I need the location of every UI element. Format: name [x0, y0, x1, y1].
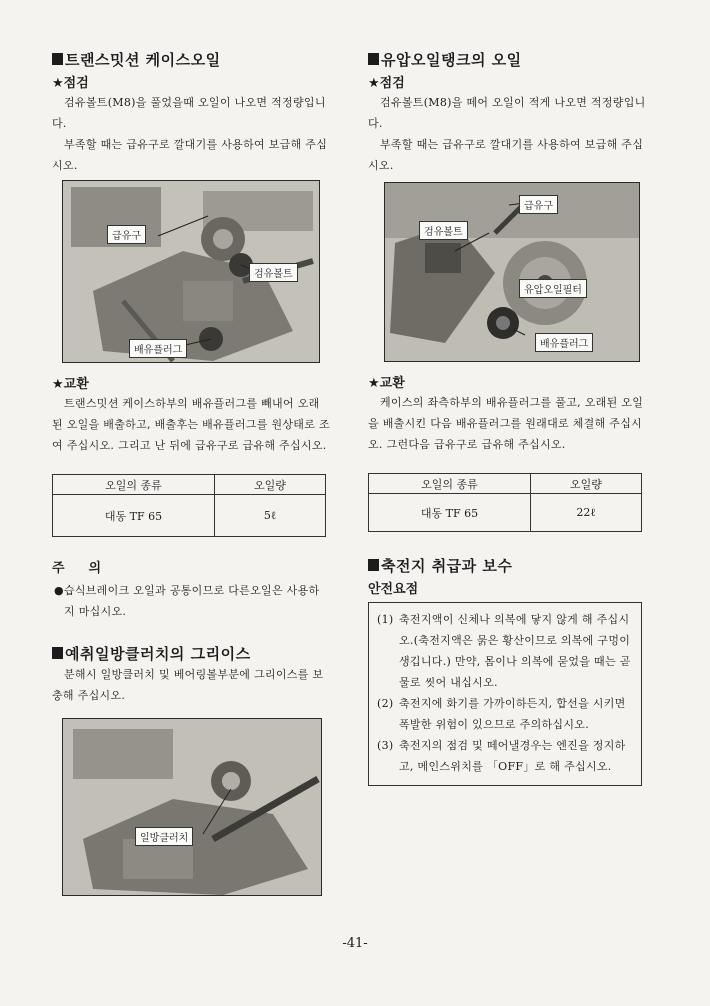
section-title-battery [368, 554, 648, 576]
check-bolt-label: 검유볼트 [419, 221, 468, 240]
oil-type-value: 대동 TF 65 [369, 494, 531, 532]
section-title-text: 유압오일탱크의 오일 [381, 50, 522, 69]
item-number: (2) [377, 697, 394, 710]
safety-item [377, 609, 633, 693]
item-text: 축전지의 점검 및 떼어낼경우는 엔진을 정지하고, 메인스위치를 「OFF」로 해 주십시오. [399, 739, 626, 773]
drain-plug-label: 배유플러그 [535, 333, 593, 352]
check-heading: ★점검 [368, 76, 405, 91]
item-number: (3) [377, 739, 394, 752]
check-paragraph-2: 부족할 때는 급유구로 깔대기를 사용하여 보급해 주십시오. [52, 138, 328, 172]
hydraulic-oil-table [368, 473, 642, 532]
replace-heading: ★교환 [368, 376, 405, 391]
oil-qty-value: 5ℓ [215, 495, 326, 537]
safety-item [377, 735, 633, 777]
drain-plug-label: 배유플러그 [129, 339, 187, 358]
left-column [52, 48, 330, 896]
square-bullet-icon [52, 53, 63, 65]
square-bullet-icon [368, 559, 379, 571]
oil-qty-value: 22ℓ [531, 494, 642, 532]
replace-paragraph: 트랜스밋션 케이스하부의 배유플러그를 빼내어 오래된 오일을 배출하고, 배출후는 배유플러그를 원상태로 조여 주십시오. 그리고 난 뒤에 급유구로 급유해 주십시오. [52, 397, 330, 452]
square-bullet-icon [52, 647, 63, 659]
hydraulic-filter-label: 유압오일필터 [519, 279, 587, 298]
oil-type-header: 오일의 종류 [53, 475, 215, 495]
transmission-photo [62, 180, 320, 363]
item-text: 축전지에 화기를 가까이하든지, 합선을 시키면 폭발한 위험이 있으므로 주의하십시오. [399, 697, 626, 731]
replace-heading: ★교환 [52, 377, 89, 392]
fill-port-label: 급유구 [107, 225, 146, 244]
caution-heading: 주의 [52, 561, 126, 576]
caution-bullet: ●습식브레이크 오일과 공통이므로 다른오일은 사용하지 마십시오. [54, 584, 320, 618]
hydraulic-tank-photo [384, 182, 640, 362]
oil-type-header: 오일의 종류 [369, 474, 531, 494]
check-paragraph-1: 검유볼트(M8)을 풀었을때 오일이 나오면 적정량입니다. [52, 96, 326, 130]
check-heading: ★점검 [52, 76, 89, 91]
clutch-photo [62, 718, 322, 896]
clutch-illustration [63, 719, 322, 896]
oil-qty-header: 오일량 [531, 474, 642, 494]
section-title-text: 예취일방클러치의 그리이스 [65, 644, 251, 663]
check-bolt-label: 검유볼트 [249, 263, 298, 282]
battery-safety-box [368, 602, 642, 786]
section-title-text: 축전지 취급과 보수 [381, 556, 513, 575]
section-title-transmission [52, 48, 330, 70]
fill-port-label: 급유구 [519, 195, 558, 214]
right-column [368, 48, 648, 786]
one-way-clutch-label: 일방클러치 [135, 827, 193, 846]
hydraulic-illustration [385, 183, 640, 362]
safety-item [377, 693, 633, 735]
transmission-oil-table [52, 474, 326, 537]
section-title-hydraulic [368, 48, 648, 70]
oil-type-value: 대동 TF 65 [53, 495, 215, 537]
replace-paragraph: 케이스의 좌측하부의 배유플러그를 풀고, 오래된 오일을 배출시킨 다음 배유플러그를 원래대로 체결해 주십시오. 그런다음 급유구로 급유해 주십시오. [368, 396, 644, 451]
section-title-clutch [52, 642, 330, 664]
check-paragraph-1: 검유볼트(M8)을 떼어 오일이 적게 나오면 적정량입니다. [368, 96, 646, 130]
item-text: 축전지액이 신체나 의복에 닿지 않게 해 주십시오.(축전지액은 묽은 황산이므로 의복에 구멍이 생깁니다.) 만약, 몸이나 의복에 묻었을 때는 곧 물로 씻어 내십시오. [399, 613, 631, 689]
oil-qty-header: 오일량 [215, 475, 326, 495]
item-number: (1) [377, 613, 394, 626]
section-title-text: 트랜스밋션 케이스오일 [65, 50, 221, 69]
clutch-paragraph: 분해시 일방클러치 및 베어링볼부분에 그리이스를 보충해 주십시오. [52, 668, 324, 702]
page-number: -41- [342, 936, 368, 951]
check-paragraph-2: 부족할 때는 급유구로 깔대기를 사용하여 보급해 주십시오. [368, 138, 644, 172]
square-bullet-icon [368, 53, 379, 65]
safety-subtitle: 안전요점 [368, 582, 419, 597]
